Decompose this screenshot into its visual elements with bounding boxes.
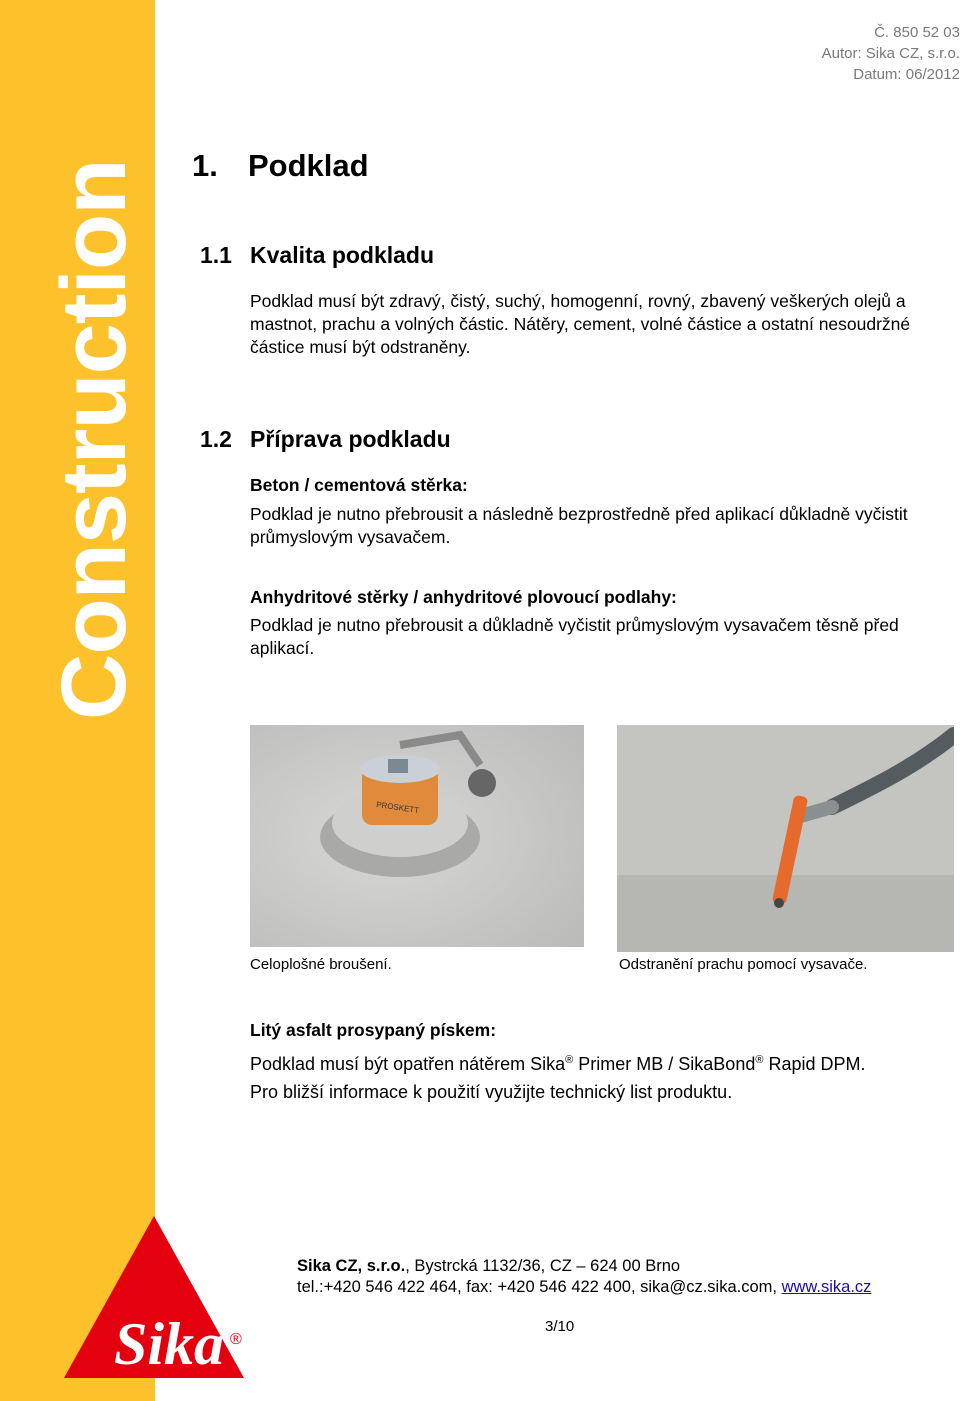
asphalt-text-part-1: Podklad musí být opatřen nátěrem Sika (250, 1054, 566, 1074)
section-1-1-number: 1.1 (200, 242, 232, 268)
concrete-subtitle: Beton / cementová stěrka: (250, 475, 468, 495)
vacuum-caption: Odstranění prachu pomocí vysavače. (619, 956, 868, 973)
footer-company: Sika CZ, s.r.o. (297, 1257, 406, 1275)
doc-author: Autor: Sika CZ, s.r.o. (821, 45, 960, 62)
section-1-1-heading (200, 242, 434, 269)
section-1-1-title: Kvalita podkladu (250, 242, 435, 268)
footer-contact (297, 1256, 871, 1298)
vacuum-photo (617, 725, 954, 952)
section-1-2-heading (200, 426, 451, 453)
substrate-quality-text: Podklad musí být zdravý, čistý, suchý, homogenní, rovný, zbavený veškerých olejů a mastnot, prachu a volných částic. Nátěry, cement, volné částice a ostatní nesoudržné částice musí být odstraněny. (250, 291, 911, 357)
footer-contact-line: tel.:+420 546 422 464, fax: +420 546 422 400, sika@cz.sika.com, (297, 1278, 782, 1296)
asphalt-text-line-2: Pro bližší informace k použití využijte technický list produktu. (250, 1082, 733, 1102)
section-1-heading (192, 148, 369, 184)
document-header (822, 22, 960, 85)
anhydrite-text: Podklad je nutno přebrousit a důkladně vyčistit průmyslovým vysavačem těsně před aplikací. (250, 615, 899, 658)
doc-date: Datum: 06/2012 (853, 66, 960, 83)
grinding-photo (250, 725, 584, 947)
website-link[interactable]: www.sika.cz (781, 1278, 872, 1296)
section-1-title: Podklad (248, 148, 369, 183)
section-1-2-number: 1.2 (200, 426, 232, 452)
registered-mark-2: ® (755, 1054, 764, 1066)
anhydrite-subtitle: Anhydritové stěrky / anhydritové plovoucí podlahy: (250, 587, 677, 607)
sika-logo (62, 1212, 252, 1382)
registered-mark-1: ® (565, 1054, 574, 1066)
section-1-number: 1. (192, 148, 218, 183)
section-1-2-title: Příprava podkladu (250, 426, 451, 452)
machine-label: PROSKETT (375, 800, 420, 815)
sidebar-band (0, 0, 155, 1401)
asphalt-text-part-3: Rapid DPM. (763, 1054, 866, 1074)
logo-wordmark: Sika (114, 1311, 225, 1377)
asphalt-text-part-2: Primer MB / SikaBond (573, 1054, 756, 1074)
asphalt-text (250, 1046, 950, 1106)
grinding-caption: Celoplošné broušení. (250, 956, 392, 973)
sidebar-vertical-word: Construction (43, 159, 145, 720)
asphalt-subtitle: Litý asfalt prosypaný pískem: (250, 1020, 497, 1040)
concrete-text: Podklad je nutno přebrousit a následně bezprostředně před aplikací důkladně vyčistit průmyslovým vysavačem. (250, 504, 908, 547)
footer-address: , Bystrcká 1132/36, CZ – 624 00 Brno (405, 1257, 681, 1275)
doc-number: Č. 850 52 03 (874, 24, 960, 41)
page-number: 3/10 (545, 1318, 575, 1335)
logo-registered-mark: ® (230, 1331, 242, 1348)
